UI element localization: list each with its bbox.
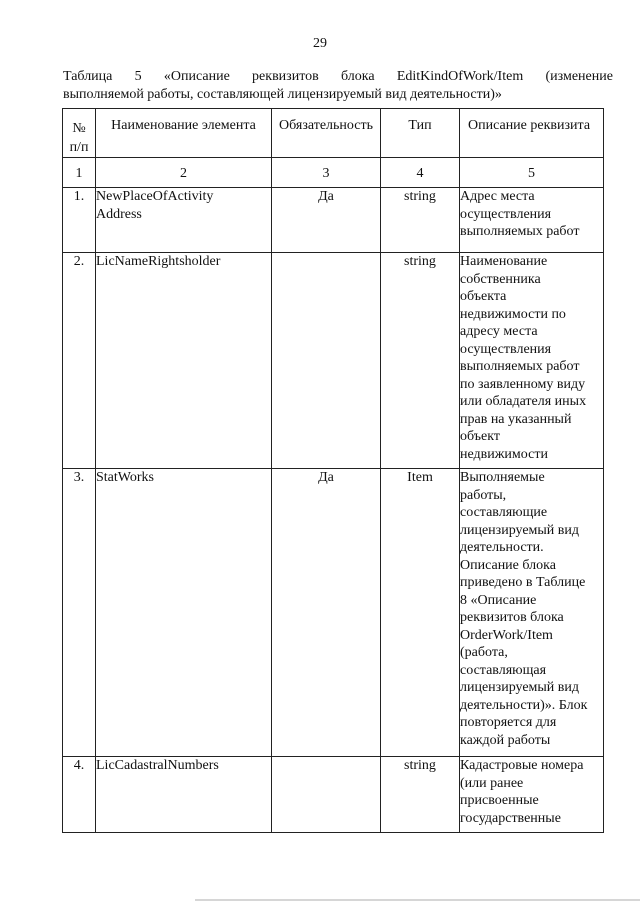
description-line: лицензируемый вид [460,522,580,538]
caption-line-2: выполняемой работы, составляющей лицензируемый вид деятельности)» [63,87,502,102]
table-caption [63,68,613,104]
header-num-line: п/п [69,140,89,155]
description-line: объект [460,429,500,444]
description-line: осуществления [460,341,552,357]
caption-line-1 [63,68,613,86]
header-type: Тип [381,109,460,158]
header-name: Наименование элемента [96,109,272,158]
table-row [63,469,604,757]
element-name [96,469,272,757]
description-line: составляющие [460,505,548,520]
description-line: присвоенные [460,793,539,808]
element-name-line: LicNameRightsholder [96,254,221,269]
row-number: 2. [63,253,96,469]
description-line: государственные [460,810,561,826]
column-index: 1 [63,158,96,188]
type-value: string [381,757,460,833]
description [460,469,604,757]
table-row [63,253,604,469]
header-required: Обязательность [272,109,381,158]
element-name [96,757,272,833]
description-line: работы, [460,487,507,503]
element-name [96,253,272,469]
caption-word: 5 [134,69,142,84]
type-value: string [381,188,460,253]
caption-word: Таблица [63,69,113,84]
description-line: деятельности. [460,540,544,555]
description-line: объекта [460,289,507,304]
description-line: выполняемых работ [460,359,580,374]
description-line: повторяется для [460,715,557,730]
header-num [63,109,96,158]
description-line: недвижимости [460,446,548,462]
description-line: Выполняемые [460,470,545,485]
description-line: Адрес места [460,189,535,204]
row-number: 3. [63,469,96,757]
description-line: адресу места [460,324,538,339]
description-line: каждой работы [460,732,551,748]
description-line: осуществления [460,206,552,222]
column-index-row [63,158,604,188]
description-line: составляющая [460,662,547,678]
description-line: лицензируемый вид [460,680,580,695]
page-number: 29 [313,36,327,51]
table-row [63,188,604,253]
description [460,757,604,833]
description-line: Кадастровые номера [460,758,584,773]
description-line: (или ранее [460,775,524,791]
attributes-table [62,108,604,833]
description [460,188,604,253]
description-line: собственника [460,271,541,287]
description-line: прав на указанный [460,411,572,427]
caption-word: (изменение [545,69,613,84]
element-name-line: LicCadastralNumbers [96,758,219,773]
caption-word: EditKindOfWork/Item [396,69,524,84]
description-line: 8 «Описание [460,592,537,608]
required-value [272,757,381,833]
column-index: 2 [96,158,272,188]
element-name-line: Address [96,206,142,222]
description-line: или обладателя иных [460,394,587,409]
column-index: 5 [460,158,604,188]
element-name-line: StatWorks [96,470,154,485]
header-description: Описание реквизита [460,109,604,158]
required-value: Да [272,469,381,757]
description-line: (работа, [460,645,508,660]
description-line: приведено в Таблице [460,575,586,590]
element-name [96,188,272,253]
description-line: деятельности)». Блок [460,697,588,713]
caption-word: реквизитов [252,69,319,84]
description-line: выполняемых работ [460,224,580,239]
description-line: реквизитов блока [460,610,564,625]
description-line: недвижимости по [460,306,566,322]
table-row [63,757,604,833]
row-number: 4. [63,757,96,833]
element-name-line: NewPlaceOfActivity [96,189,214,204]
table-header-row [63,109,604,158]
required-value: Да [272,188,381,253]
scan-edge-line [195,899,640,901]
description-line: Наименование [460,254,548,269]
column-index: 3 [272,158,381,188]
required-value [272,253,381,469]
caption-word: блока [340,69,375,84]
column-index: 4 [381,158,460,188]
type-value: Item [381,469,460,757]
caption-word: «Описание [163,69,230,84]
description-line: Описание блока [460,557,556,573]
type-value: string [381,253,460,469]
description [460,253,604,469]
description-line: по заявленному виду [460,376,586,392]
header-num-line: № [72,121,86,136]
description-line: OrderWork/Item [460,627,553,643]
row-number: 1. [63,188,96,253]
